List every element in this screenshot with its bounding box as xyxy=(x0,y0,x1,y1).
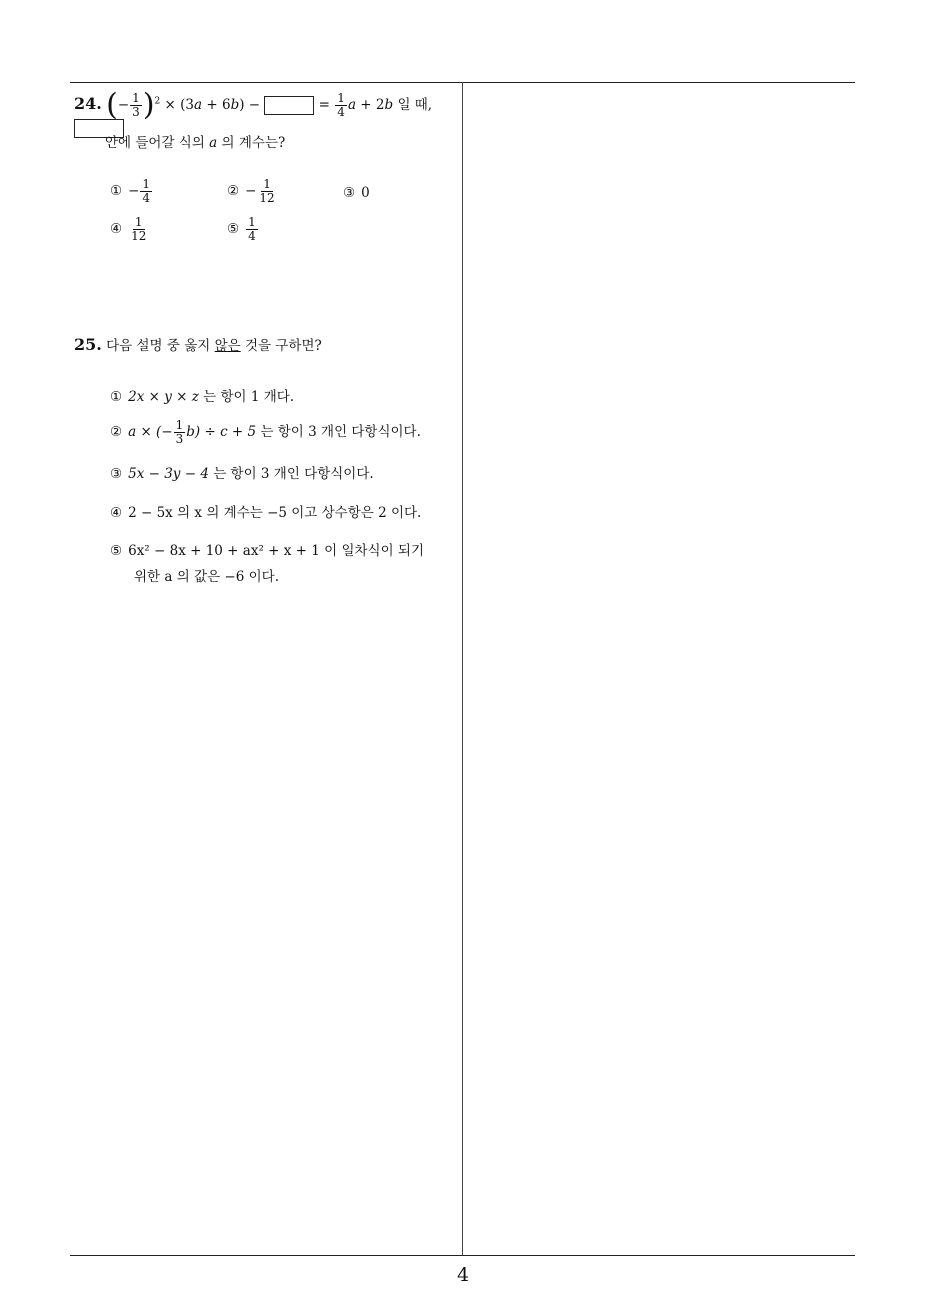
q24-option-3[interactable]: ③ 0 xyxy=(343,185,370,201)
q25-option-4[interactable]: ④ 2 − 5x 의 x 의 계수는 −5 이고 상수항은 2 이다. xyxy=(110,505,422,521)
answer-box xyxy=(264,96,314,115)
q25-option-5[interactable]: ⑤ 6x² − 8x + 10 + ax² + x + 1 이 일차식이 되기 xyxy=(110,543,425,559)
q24-option-4[interactable]: ④ $\frac{1}{12}$ xyxy=(110,215,147,243)
q24-option-2[interactable]: ② − $\frac{1}{12}$ xyxy=(227,177,275,205)
q25-option-2[interactable]: ② a × (− $\frac{1}{3}$ b) ÷ c + 5 는 항이 3 개인 다항식이다. xyxy=(110,418,421,446)
column-divider xyxy=(462,82,463,1255)
question-24-stem-line2: 안에 들어갈 식의 a 의 계수는? xyxy=(105,135,286,151)
page-number: 4 xyxy=(456,1264,470,1286)
question-24-stem: 24. (− $\frac{1}{3}$ )$^2$ × (3a + 6b) − = $\frac{1}{4}$ a + 2b 일 때, xyxy=(74,92,459,138)
q24-option-5[interactable]: ⑤ $\frac{1}{4}$ xyxy=(227,215,256,243)
question-25-stem: 25. 다음 설명 중 옳지 않은 것을 구하면? xyxy=(74,335,322,354)
question-number: 24. xyxy=(74,94,102,113)
q25-option-5-line2: 위한 a 의 값은 −6 이다. xyxy=(134,569,279,585)
q25-option-1[interactable]: ① 2x × y × z 는 항이 1 개다. xyxy=(110,389,295,405)
q25-option-3[interactable]: ③ 5x − 3y − 4 는 항이 3 개인 다항식이다. xyxy=(110,466,374,482)
bottom-rule xyxy=(70,1255,855,1256)
q24-option-1[interactable]: ① − $\frac{1}{4}$ xyxy=(110,177,151,205)
